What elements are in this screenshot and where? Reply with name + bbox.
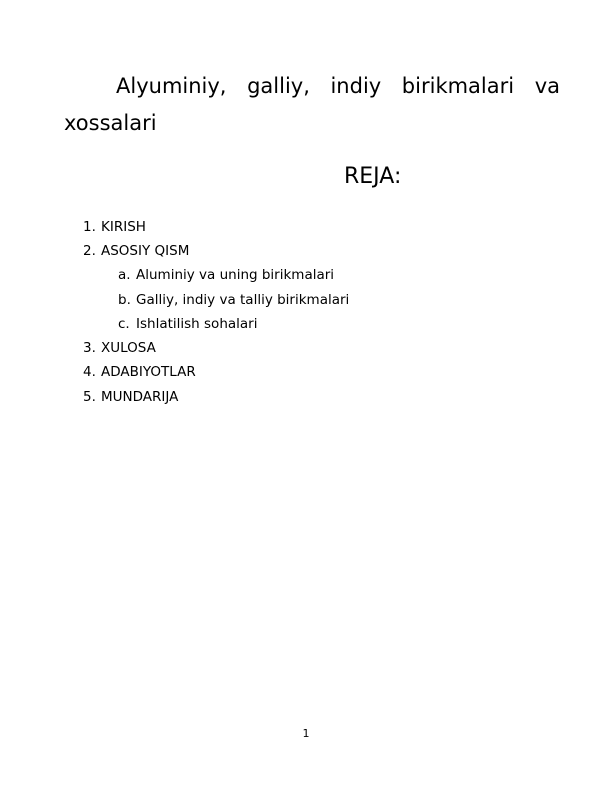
outline-item-text: ASOSIY QISM	[101, 243, 190, 259]
outline-item-marker: 1.	[83, 219, 96, 235]
outline-item-marker: 5.	[83, 389, 96, 405]
outline-subitem-marker: b.	[118, 292, 131, 308]
outline-subitem	[118, 265, 334, 285]
outline-item	[83, 241, 189, 261]
outline-item-marker: 2.	[83, 243, 96, 259]
page-number: 1	[302, 727, 310, 740]
outline-item	[83, 338, 156, 358]
outline-subitem-text: Galliy, indiy va talliy birikmalari	[136, 292, 350, 308]
outline-item-marker: 3.	[83, 340, 96, 356]
outline-item-text: KIRISH	[101, 219, 146, 235]
outline-subitem	[118, 314, 257, 334]
outline-subitem-text: Ishlatilish sohalari	[136, 316, 258, 332]
outline-subitem-marker: a.	[118, 267, 131, 283]
document-title: Alyuminiy, galliy, indiy birikmalari va xossalari	[64, 74, 560, 135]
outline-item-text: ADABIYOTLAR	[101, 364, 196, 380]
outline-item	[83, 217, 146, 237]
outline-subitem	[118, 290, 349, 310]
outline-subitem-marker: c.	[118, 316, 130, 332]
outline-item-text: XULOSA	[101, 340, 156, 356]
outline-subitem-text: Aluminiy va uning birikmalari	[136, 267, 335, 283]
outline-item	[83, 362, 196, 382]
outline-item-text: MUNDARIJA	[101, 389, 179, 405]
outline-item-marker: 4.	[83, 364, 96, 380]
plan-heading: REJA:	[344, 164, 402, 189]
outline-item	[83, 387, 178, 407]
